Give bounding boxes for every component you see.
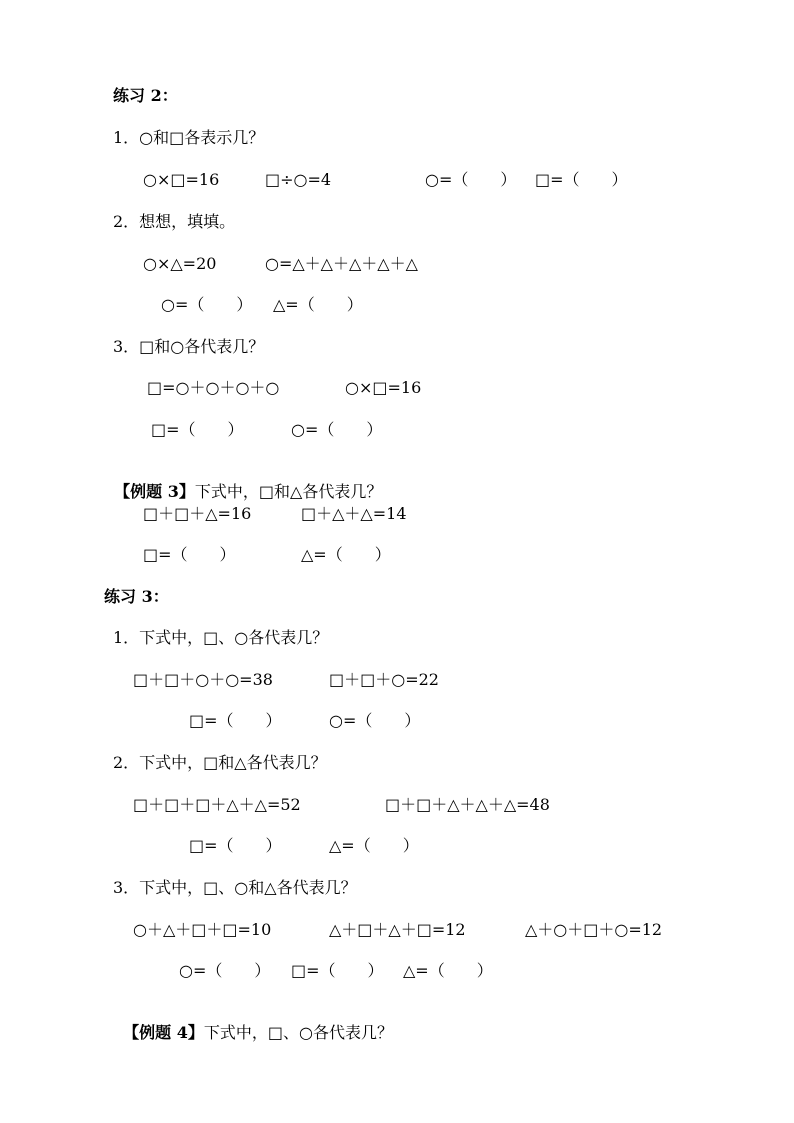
p2-q1-equation-a: ○×□=16 <box>143 170 220 189</box>
example3-label: 【例题 3】 <box>114 482 195 501</box>
p3-q2-answer-a: □=（ ） <box>189 836 282 855</box>
p2-question-3: 3．□和○各代表几？ <box>113 337 265 356</box>
p2-question-2: 2．想想，填填。 <box>113 212 236 231</box>
p2-q3-answer-b: ○=（ ） <box>291 420 383 439</box>
p3-q3-equation-a: ○＋△＋□＋□=10 <box>133 920 272 939</box>
p2-q3-equation-a: □=○＋○＋○＋○ <box>147 378 280 397</box>
example4-label: 【例题 4】 <box>123 1023 204 1042</box>
example3-title <box>104 462 382 502</box>
practice3-heading: 练习 3： <box>104 587 169 606</box>
p3-q3-answer-a: ○=（ ） <box>179 961 271 980</box>
p2-q2-answer-b: △=（ ） <box>273 295 363 314</box>
p2-q1-equation-b: □÷○=4 <box>265 170 332 189</box>
ex3-equation-b: □＋△＋△=14 <box>301 504 407 523</box>
p3-q3-answer-b: □=（ ） <box>291 961 384 980</box>
p3-question-2: 2．下式中，□和△各代表几？ <box>113 753 327 772</box>
p2-q1-answer-a: ○=（ ） <box>425 170 517 189</box>
example4-text: 下式中，□、○各代表几？ <box>203 1023 393 1042</box>
p2-q2-answer-a: ○=（ ） <box>161 295 253 314</box>
example4-title <box>113 1003 393 1043</box>
p2-q3-answer-a: □=（ ） <box>151 420 244 439</box>
p3-q1-equation-a: □＋□＋○＋○=38 <box>133 670 273 689</box>
p2-q3-equation-b: ○×□=16 <box>345 378 422 397</box>
p2-question-1: 1．○和□各表示几？ <box>113 128 265 147</box>
practice2-heading: 练习 2： <box>113 86 178 105</box>
p3-q1-answer-a: □=（ ） <box>189 711 282 730</box>
p2-q2-equation-b: ○=△＋△＋△＋△＋△ <box>265 254 418 273</box>
p3-question-1: 1．下式中，□、○各代表几？ <box>113 628 329 647</box>
ex3-equation-a: □＋□＋△=16 <box>143 504 252 523</box>
p3-q3-equation-c: △＋○＋□＋○=12 <box>525 920 663 939</box>
p3-q1-equation-b: □＋□＋○=22 <box>329 670 439 689</box>
p3-q3-answer-c: △=（ ） <box>403 961 493 980</box>
p3-q2-answer-b: △=（ ） <box>329 836 419 855</box>
p3-q1-answer-b: ○=（ ） <box>329 711 421 730</box>
p3-q2-equation-a: □＋□＋□＋△＋△=52 <box>133 795 301 814</box>
p3-question-3: 3．下式中，□、○和△各代表几？ <box>113 878 357 897</box>
example3-text: 下式中，□和△各代表几？ <box>194 482 383 501</box>
ex3-answer-b: △=（ ） <box>301 545 391 564</box>
p3-q2-equation-b: □＋□＋△＋△＋△=48 <box>385 795 550 814</box>
p2-q2-equation-a: ○×△=20 <box>143 254 217 273</box>
ex3-answer-a: □=（ ） <box>143 545 236 564</box>
p2-q1-answer-b: □=（ ） <box>535 170 628 189</box>
p3-q3-equation-b: △＋□＋△＋□=12 <box>329 920 466 939</box>
